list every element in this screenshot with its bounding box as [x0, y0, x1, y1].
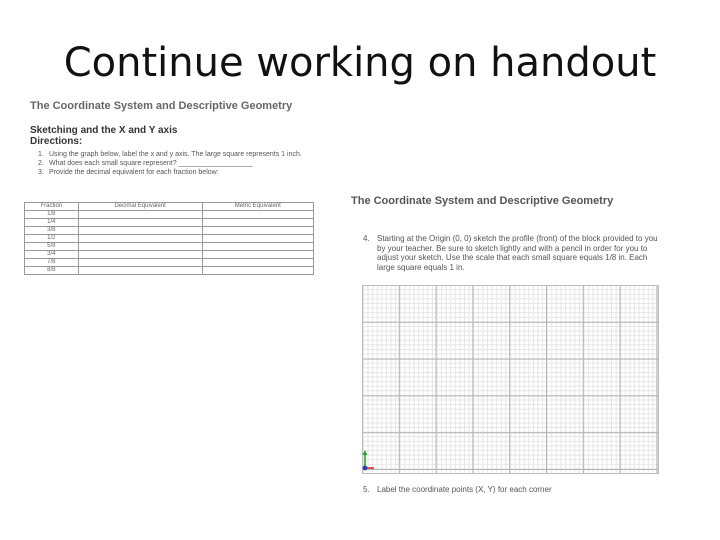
- handout-page-2: [343, 188, 673, 503]
- instruction-number: 5.: [363, 485, 370, 494]
- fraction-cell: 1/8: [25, 211, 79, 219]
- decimal-cell: [78, 251, 202, 259]
- direction-item: [38, 168, 308, 177]
- metric-cell: [202, 243, 313, 251]
- metric-cell: [202, 267, 313, 275]
- table-row: [25, 267, 314, 275]
- decimal-cell: [78, 235, 202, 243]
- metric-cell: [202, 235, 313, 243]
- handout-page-1: [24, 98, 314, 288]
- origin-point: [363, 466, 368, 471]
- axis-origin-icon: [357, 450, 375, 474]
- column-header-fraction: Fraction: [25, 203, 79, 211]
- fraction-cell: 3/8: [25, 227, 79, 235]
- fraction-table: [24, 202, 314, 275]
- decimal-cell: [78, 267, 202, 275]
- table-row: [25, 227, 314, 235]
- direction-item: [38, 159, 308, 168]
- fraction-cell: 1/2: [25, 235, 79, 243]
- instruction-item: [363, 234, 663, 272]
- instruction-item: [363, 485, 663, 494]
- direction-number: 1.: [38, 151, 44, 158]
- decimal-cell: [78, 227, 202, 235]
- decimal-cell: [78, 259, 202, 267]
- table-row: [25, 251, 314, 259]
- table-row: [25, 259, 314, 267]
- instruction-number: 4.: [363, 234, 370, 243]
- handout-title: The Coordinate System and Descriptive Geometry: [351, 195, 614, 207]
- fraction-cell: 1/4: [25, 219, 79, 227]
- metric-cell: [202, 227, 313, 235]
- decimal-cell: [78, 243, 202, 251]
- table-row: [25, 235, 314, 243]
- graph-paper-grid: [362, 285, 659, 474]
- handout-title: The Coordinate System and Descriptive Geometry: [30, 100, 293, 112]
- slide-title: Continue working on handout: [63, 40, 657, 86]
- y-axis-arrowhead: [363, 450, 368, 455]
- metric-cell: [202, 251, 313, 259]
- column-header-decimal: Decimal Equivalent: [78, 203, 202, 211]
- fraction-cell: 7/8: [25, 259, 79, 267]
- direction-item: [38, 150, 308, 159]
- table-row: [25, 219, 314, 227]
- table-row: [25, 243, 314, 251]
- column-header-metric: Metric Equivalent: [202, 203, 313, 211]
- direction-text: What does each small square represent? ___________________: [49, 160, 253, 167]
- fraction-cell: 3/4: [25, 251, 79, 259]
- section-heading: Sketching and the X and Y axis: [30, 125, 178, 136]
- direction-text: Provide the decimal equivalent for each fraction below:: [49, 169, 219, 176]
- metric-cell: [202, 211, 313, 219]
- directions-heading: Directions:: [30, 136, 83, 147]
- direction-text: Using the graph below, label the x and y axis. The large square represents 1 inch.: [49, 151, 302, 158]
- directions-list: [38, 150, 308, 177]
- direction-number: 3.: [38, 169, 44, 176]
- decimal-cell: [78, 211, 202, 219]
- metric-cell: [202, 219, 313, 227]
- fraction-cell: 8/8: [25, 267, 79, 275]
- table-row: [25, 211, 314, 219]
- metric-cell: [202, 259, 313, 267]
- decimal-cell: [78, 219, 202, 227]
- instruction-text: Starting at the Origin (0, 0) sketch the profile (front) of the block provided to you by your teacher. Be sure to sketch lightly and with a pencil in order for you to adjust your sketch. Use the scale that each small square equals 1/8 in. Each large square equals 1 in.: [377, 234, 658, 272]
- direction-number: 2.: [38, 160, 44, 167]
- instruction-text: Label the coordinate points (X, Y) for each corner: [377, 485, 552, 494]
- fraction-cell: 5/8: [25, 243, 79, 251]
